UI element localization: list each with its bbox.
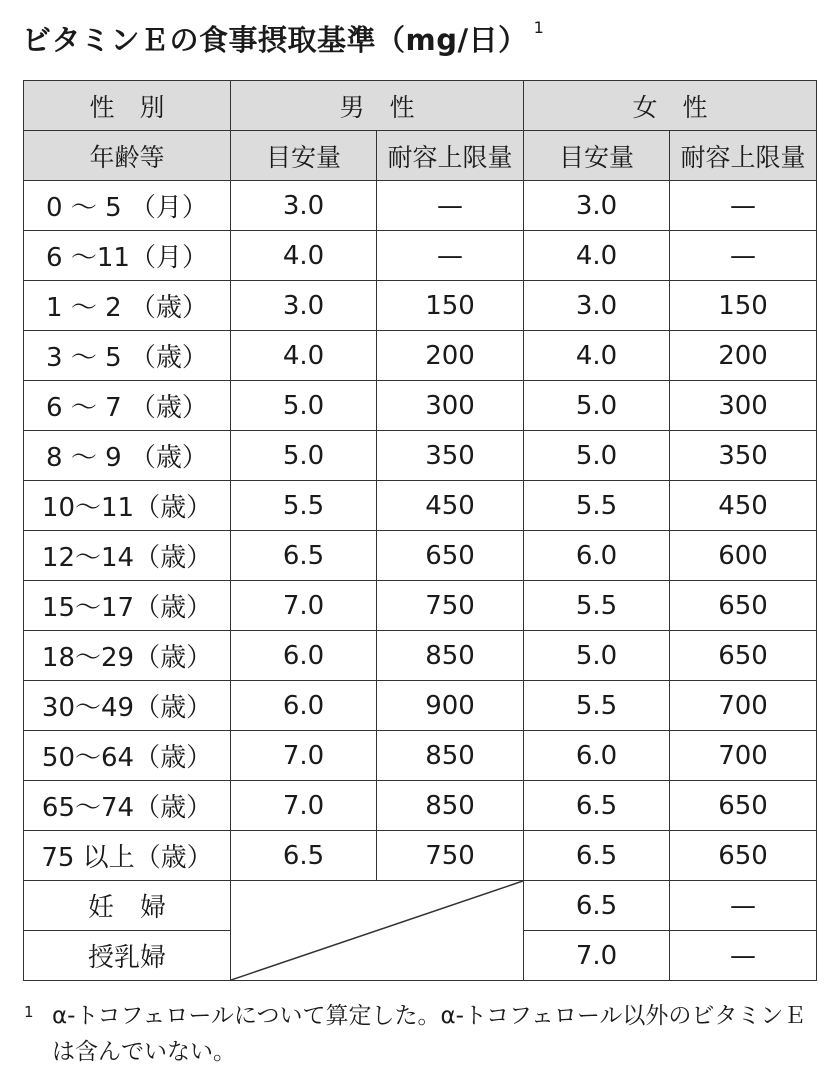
female-ul-cell: 200 xyxy=(670,331,817,381)
male-ul-cell: 150 xyxy=(377,281,524,331)
female-ul-cell: 350 xyxy=(670,431,817,481)
table-row xyxy=(24,481,817,531)
female-ai-cell: 3.0 xyxy=(524,181,670,231)
header-male-ul: 耐容上限量 xyxy=(377,131,524,181)
male-ul-cell: 450 xyxy=(377,481,524,531)
male-ul-cell: — xyxy=(377,181,524,231)
header-male: 男 性 xyxy=(231,81,524,131)
female-ai-cell: 4.0 xyxy=(524,331,670,381)
male-ul-cell: 750 xyxy=(377,581,524,631)
table-row xyxy=(24,531,817,581)
table-row xyxy=(24,431,817,481)
male-ul-cell: 300 xyxy=(377,381,524,431)
male-ul-cell: 850 xyxy=(377,731,524,781)
table-row xyxy=(24,231,817,281)
female-ai-cell: 6.0 xyxy=(524,531,670,581)
female-ul-cell: — xyxy=(670,881,817,931)
male-ul-cell: 850 xyxy=(377,781,524,831)
male-ai-cell: 4.0 xyxy=(231,331,377,381)
male-ai-cell: 3.0 xyxy=(231,181,377,231)
header-row-sex xyxy=(24,81,817,131)
female-ai-cell: 5.5 xyxy=(524,481,670,531)
footnote-mark: 1 xyxy=(24,1003,34,1021)
female-ai-cell: 5.0 xyxy=(524,381,670,431)
table-row xyxy=(24,681,817,731)
header-female-ai: 目安量 xyxy=(524,131,670,181)
male-ai-cell: 5.0 xyxy=(231,431,377,481)
table-row xyxy=(24,581,817,631)
female-ul-cell: 150 xyxy=(670,281,817,331)
male-ul-cell: 650 xyxy=(377,531,524,581)
male-ai-cell: 5.0 xyxy=(231,381,377,431)
age-cell: 12～14（歳） xyxy=(24,531,231,581)
age-cell: 30～49（歳） xyxy=(24,681,231,731)
header-age: 年齢等 xyxy=(24,131,231,181)
male-ul-cell: 200 xyxy=(377,331,524,381)
female-ul-cell: 450 xyxy=(670,481,817,531)
female-ai-cell: 5.0 xyxy=(524,631,670,681)
male-ai-cell: 6.0 xyxy=(231,631,377,681)
title-text: ビタミンＥの食事摂取基準（mg/日） xyxy=(22,23,528,57)
female-ai-cell: 5.5 xyxy=(524,581,670,631)
female-ai-cell: 6.5 xyxy=(524,781,670,831)
age-cell: 75 以上（歳） xyxy=(24,831,231,881)
female-ai-cell: 3.0 xyxy=(524,281,670,331)
female-ai-cell: 7.0 xyxy=(524,931,670,981)
age-cell: 授乳婦 xyxy=(24,931,231,981)
age-cell: 妊 婦 xyxy=(24,881,231,931)
female-ul-cell: 300 xyxy=(670,381,817,431)
diagonal-line xyxy=(231,881,523,980)
header-female-ul: 耐容上限量 xyxy=(670,131,817,181)
table-row xyxy=(24,731,817,781)
male-ai-cell: 6.5 xyxy=(231,831,377,881)
female-ai-cell: 4.0 xyxy=(524,231,670,281)
age-cell: 6 ～11（月） xyxy=(24,231,231,281)
female-ul-cell: 650 xyxy=(670,581,817,631)
female-ul-cell: 700 xyxy=(670,731,817,781)
table-row xyxy=(24,831,817,881)
male-ai-cell: 6.0 xyxy=(231,681,377,731)
header-female: 女 性 xyxy=(524,81,817,131)
male-ul-cell: 900 xyxy=(377,681,524,731)
page-title xyxy=(22,18,544,59)
age-cell: 65～74（歳） xyxy=(24,781,231,831)
vitamin-e-table xyxy=(23,80,817,981)
age-cell: 15～17（歳） xyxy=(24,581,231,631)
female-ul-cell: 650 xyxy=(670,831,817,881)
female-ul-cell: — xyxy=(670,931,817,981)
female-ul-cell: 650 xyxy=(670,781,817,831)
female-ai-cell: 5.5 xyxy=(524,681,670,731)
male-ai-cell: 7.0 xyxy=(231,731,377,781)
male-ul-cell: — xyxy=(377,231,524,281)
table-row xyxy=(24,381,817,431)
female-ul-cell: 650 xyxy=(670,631,817,681)
table-row xyxy=(24,781,817,831)
age-cell: 10～11（歳） xyxy=(24,481,231,531)
male-ai-cell: 7.0 xyxy=(231,581,377,631)
male-ul-cell: 350 xyxy=(377,431,524,481)
footnote xyxy=(24,998,824,1070)
male-ul-cell: 850 xyxy=(377,631,524,681)
male-ul-cell: 750 xyxy=(377,831,524,881)
male-ai-cell: 5.5 xyxy=(231,481,377,531)
table-row xyxy=(24,281,817,331)
age-cell: 18～29（歳） xyxy=(24,631,231,681)
male-ai-cell: 4.0 xyxy=(231,231,377,281)
age-cell: 0 ～ 5 （月） xyxy=(24,181,231,231)
female-ai-cell: 5.0 xyxy=(524,431,670,481)
age-cell: 50～64（歳） xyxy=(24,731,231,781)
male-not-applicable-cell xyxy=(231,881,524,981)
table-row xyxy=(24,181,817,231)
header-sex: 性 別 xyxy=(24,81,231,131)
female-ai-cell: 6.0 xyxy=(524,731,670,781)
female-ai-cell: 6.5 xyxy=(524,831,670,881)
female-ul-cell: 700 xyxy=(670,681,817,731)
female-ai-cell: 6.5 xyxy=(524,881,670,931)
age-cell: 1 ～ 2 （歳） xyxy=(24,281,231,331)
female-ul-cell: 600 xyxy=(670,531,817,581)
footnote-text: α-トコフェロールについて算定した。α-トコフェロール以外のビタミンＥは含んでいない。 xyxy=(52,1003,807,1065)
female-ul-cell: — xyxy=(670,231,817,281)
male-ai-cell: 3.0 xyxy=(231,281,377,331)
header-male-ai: 目安量 xyxy=(231,131,377,181)
female-ul-cell: — xyxy=(670,181,817,231)
table-row xyxy=(24,881,817,931)
header-row-measure xyxy=(24,131,817,181)
table-row xyxy=(24,631,817,681)
age-cell: 3 ～ 5 （歳） xyxy=(24,331,231,381)
male-ai-cell: 6.5 xyxy=(231,531,377,581)
male-ai-cell: 7.0 xyxy=(231,781,377,831)
age-cell: 8 ～ 9 （歳） xyxy=(24,431,231,481)
title-footnote-mark: 1 xyxy=(533,18,545,38)
age-cell: 6 ～ 7 （歳） xyxy=(24,381,231,431)
table-row xyxy=(24,331,817,381)
